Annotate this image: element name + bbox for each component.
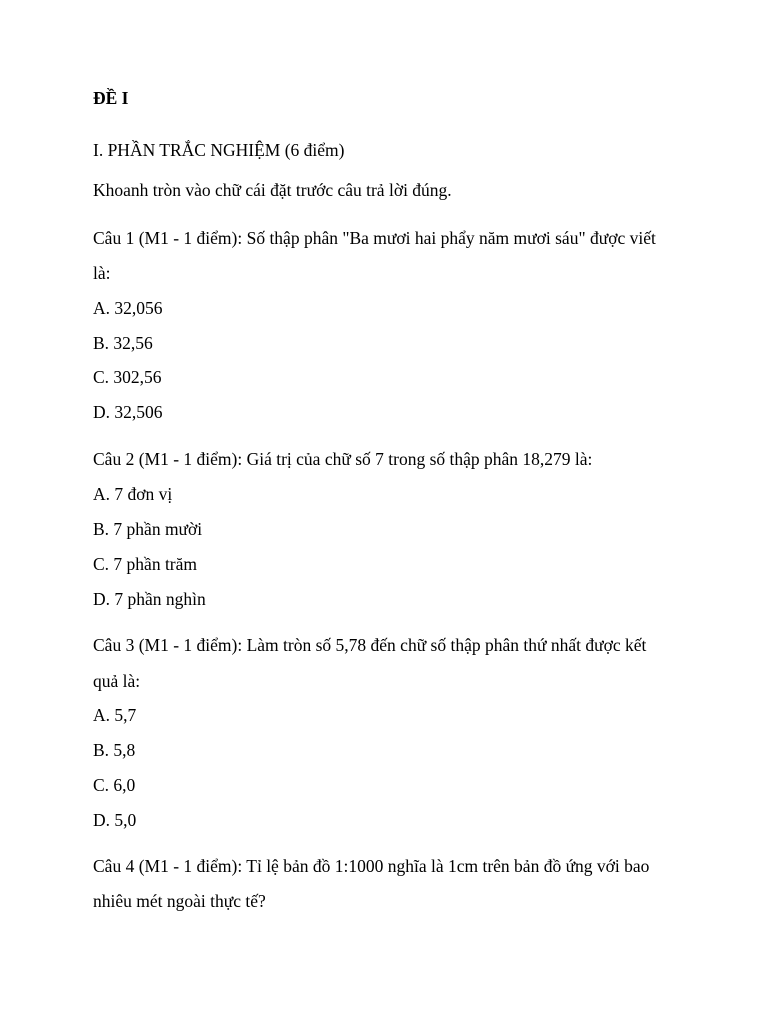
question-4-text-cont: nhiêu mét ngoài thực tế? bbox=[93, 891, 266, 911]
question-1-option-b: B. 32,56 bbox=[93, 333, 153, 353]
question-1-text: Câu 1 (M1 - 1 điểm): Số thập phân "Ba mươi hai phẩy năm mươi sáu" được viết bbox=[93, 228, 656, 248]
question-1-option-a: A. 32,056 bbox=[93, 298, 163, 318]
exam-title: ĐỀ I bbox=[93, 88, 129, 108]
instruction-text: Khoanh tròn vào chữ cái đặt trước câu trả lời đúng. bbox=[93, 180, 452, 200]
section-heading: I. PHẦN TRẮC NGHIỆM (6 điểm) bbox=[93, 140, 345, 160]
question-2-option-d: D. 7 phần nghìn bbox=[93, 589, 206, 609]
question-1-option-d: D. 32,506 bbox=[93, 402, 163, 422]
question-1-option-c: C. 302,56 bbox=[93, 367, 162, 387]
question-3-text: Câu 3 (M1 - 1 điểm): Làm tròn số 5,78 đến chữ số thập phân thứ nhất được kết bbox=[93, 635, 647, 655]
question-2-option-b: B. 7 phần mười bbox=[93, 519, 203, 539]
question-3-option-d: D. 5,0 bbox=[93, 810, 137, 830]
question-4-text: Câu 4 (M1 - 1 điểm): Tỉ lệ bản đồ 1:1000 nghĩa là 1cm trên bản đồ ứng với bao bbox=[93, 856, 650, 876]
question-1-text-cont: là: bbox=[93, 263, 111, 283]
question-2-option-a: A. 7 đơn vị bbox=[93, 484, 173, 504]
question-3-option-b: B. 5,8 bbox=[93, 740, 136, 760]
question-2-text: Câu 2 (M1 - 1 điểm): Giá trị của chữ số 7 trong số thập phân 18,279 là: bbox=[93, 449, 593, 469]
question-2-option-c: C. 7 phần trăm bbox=[93, 554, 198, 574]
question-3-option-c: C. 6,0 bbox=[93, 775, 136, 795]
question-3-option-a: A. 5,7 bbox=[93, 705, 137, 725]
question-3-text-cont: quả là: bbox=[93, 671, 141, 691]
